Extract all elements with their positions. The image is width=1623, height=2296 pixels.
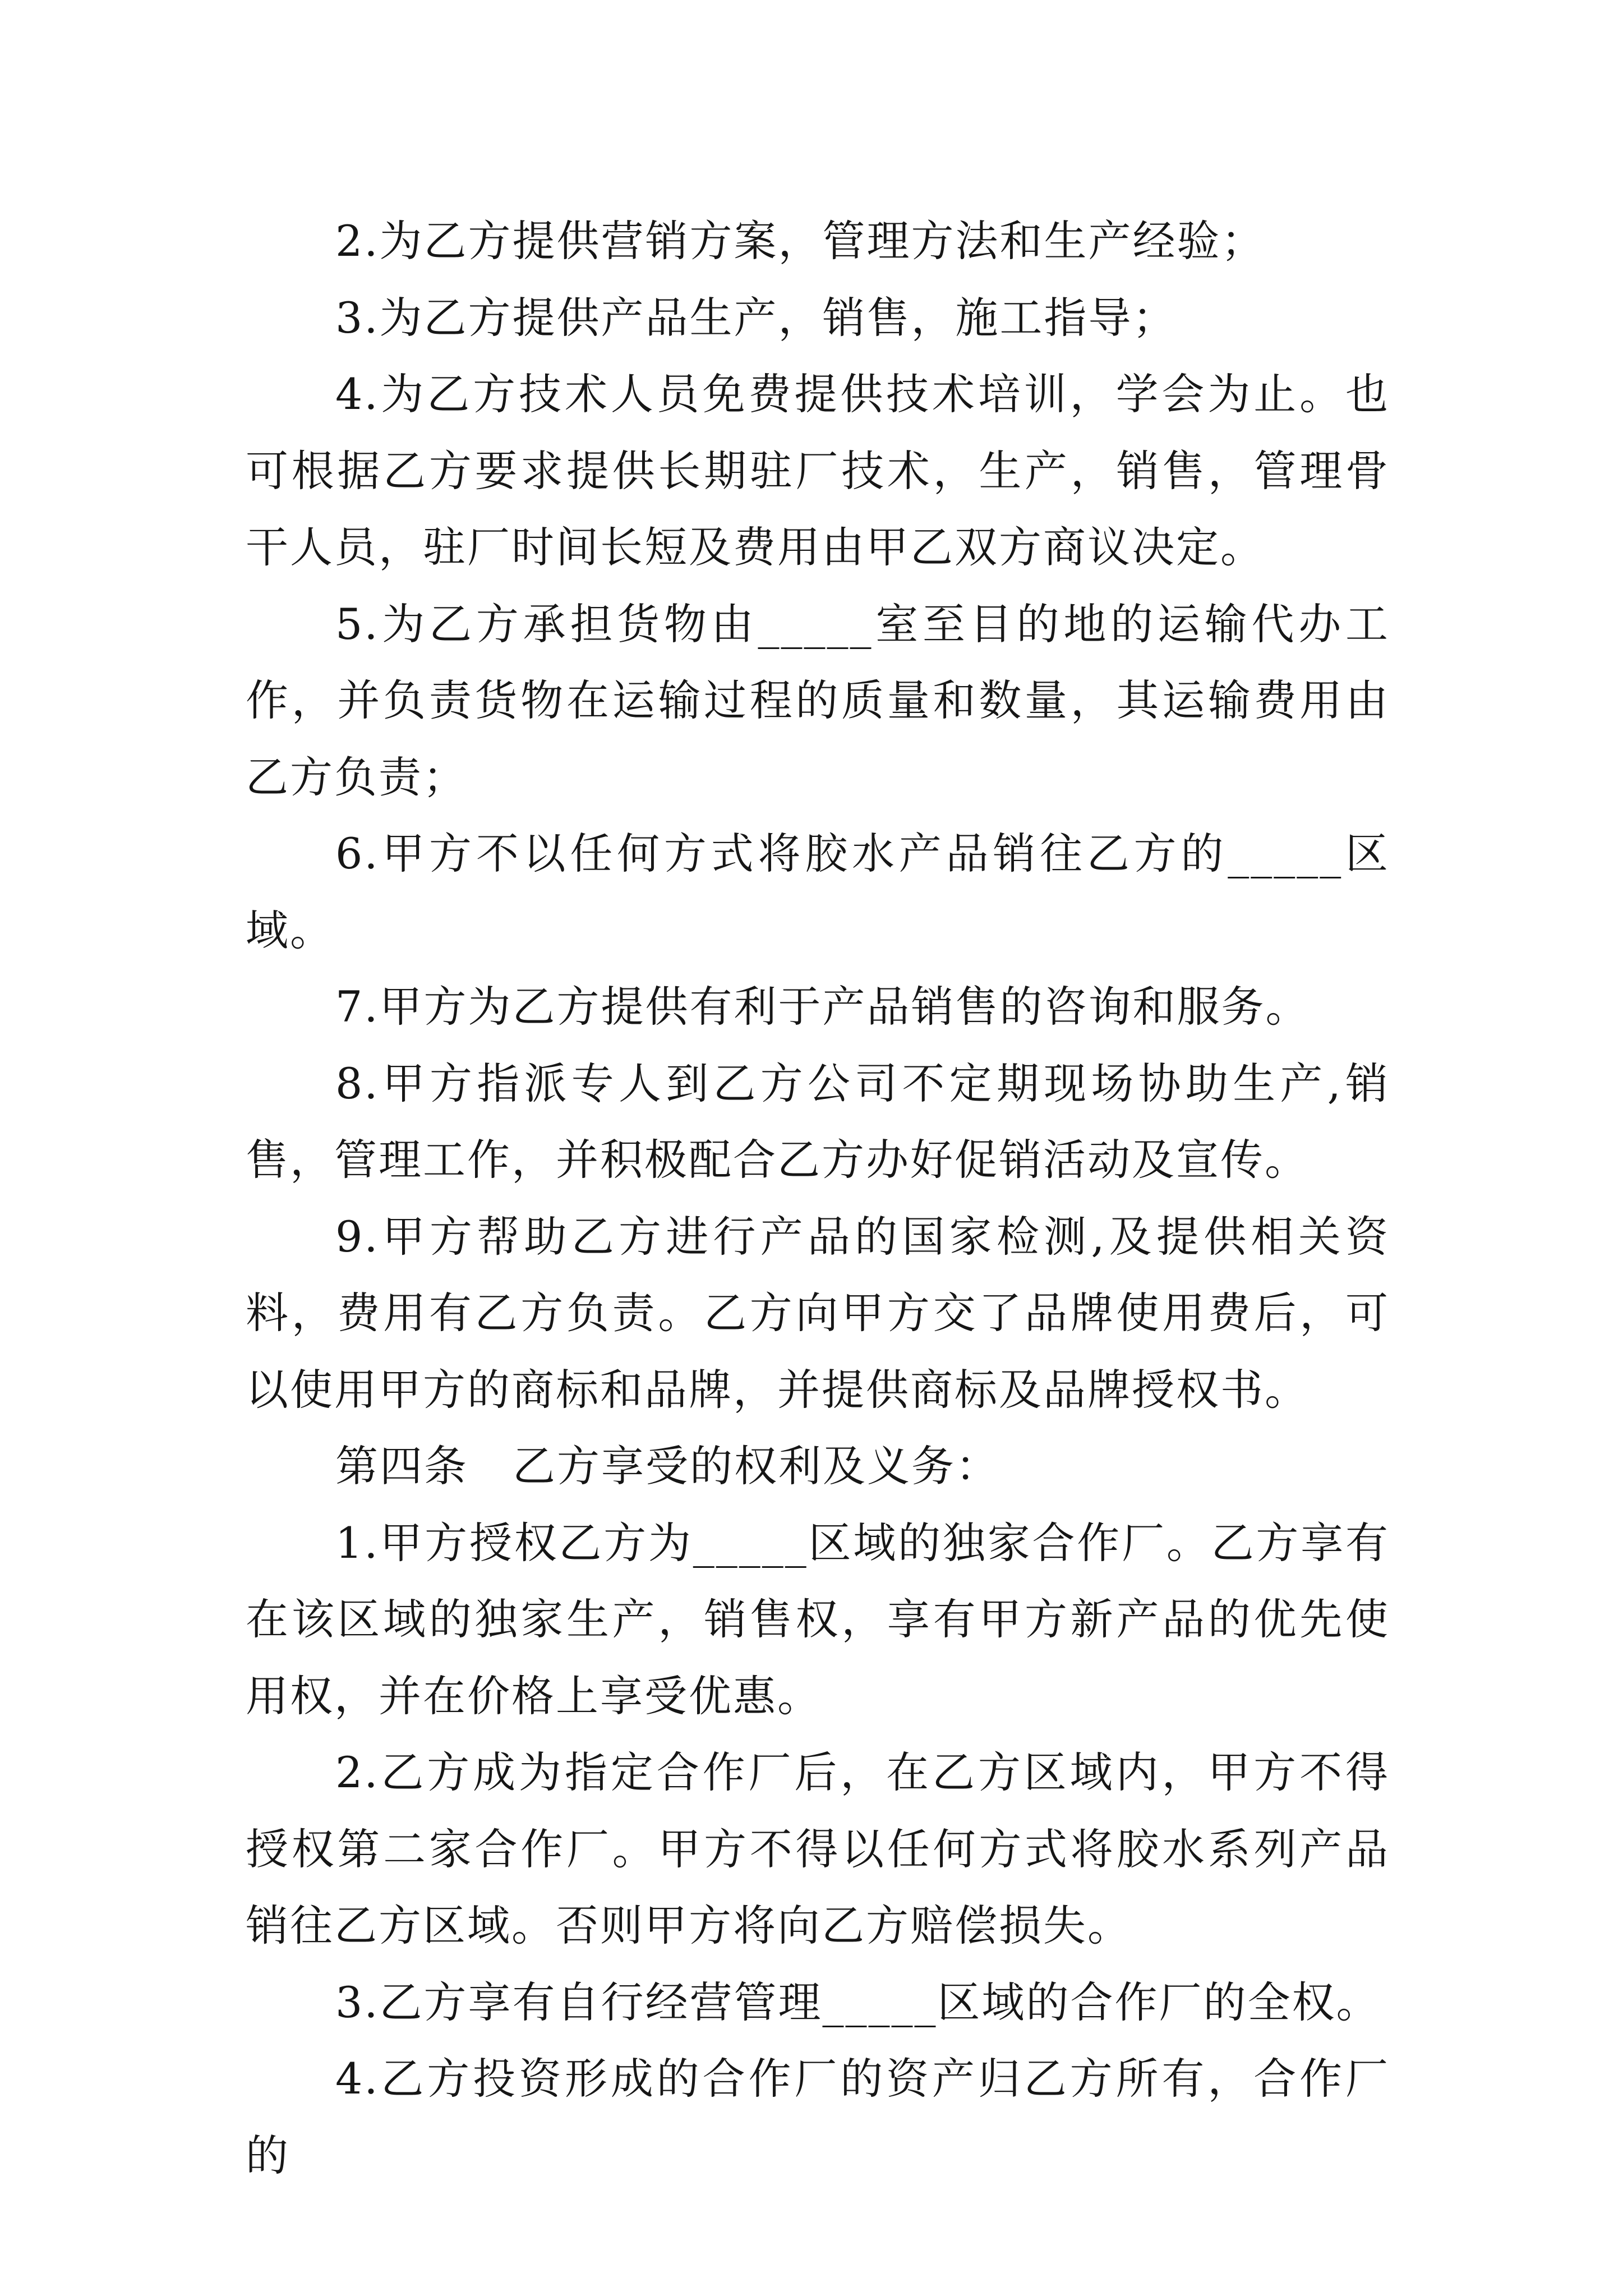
clause-paragraph: 6.甲方不以任何方式将胶水产品销往乙方的_____区域。: [246, 829, 1390, 955]
clause-paragraph: 7.甲方为乙方提供有利于产品销售的咨询和服务。: [335, 982, 1310, 1032]
clause-paragraph: 9.甲方帮助乙方进行产品的国家检测,及提供相关资料，费用有乙方负责。乙方向甲方交了品牌使用费后，可以使用甲方的商标和品牌，并提供商标及品牌授权书。: [246, 1211, 1390, 1415]
section-heading: 第四条 乙方享受的权利及义务：: [335, 1441, 1000, 1491]
clause-paragraph: 2.为乙方提供营销方案，管理方法和生产经验；: [335, 216, 1266, 266]
clause-paragraph: 8.甲方指派专人到乙方公司不定期现场协助生产,销售，管理工作，并积极配合乙方办好促销活动及宣传。: [246, 1058, 1390, 1185]
clause-paragraph: 3.乙方享有自行经营管理_____区域的合作厂的全权。: [335, 1977, 1381, 2027]
clause-paragraph: 4.乙方投资形成的合作厂的资产归乙方所有，合作厂的: [246, 2054, 1390, 2180]
clause-paragraph: 3.为乙方提供产品生产，销售，施工指导；: [335, 292, 1177, 343]
clause-paragraph: 1.甲方授权乙方为_____区域的独家合作厂。乙方享有在该区域的独家生产，销售权，享有甲方新产品的优先使用权，并在价格上享受优惠。: [246, 1517, 1390, 1721]
clause-paragraph: 5.为乙方承担货物由_____室至目的地的运输代办工作，并负责货物在运输过程的质量和数量，其运输费用由乙方负责；: [246, 599, 1390, 802]
clause-paragraph: 2.乙方成为指定合作厂后，在乙方区域内，甲方不得授权第二家合作厂。甲方不得以任何方式将胶水系列产品销往乙方区域。否则甲方将向乙方赔偿损失。: [246, 1747, 1390, 1950]
document-body: [246, 203, 1390, 2194]
clause-paragraph: 4.为乙方技术人员免费提供技术培训，学会为止。也可根据乙方要求提供长期驻厂技术，生产，销售，管理骨干人员，驻厂时间长短及费用由甲乙双方商议决定。: [246, 369, 1390, 572]
